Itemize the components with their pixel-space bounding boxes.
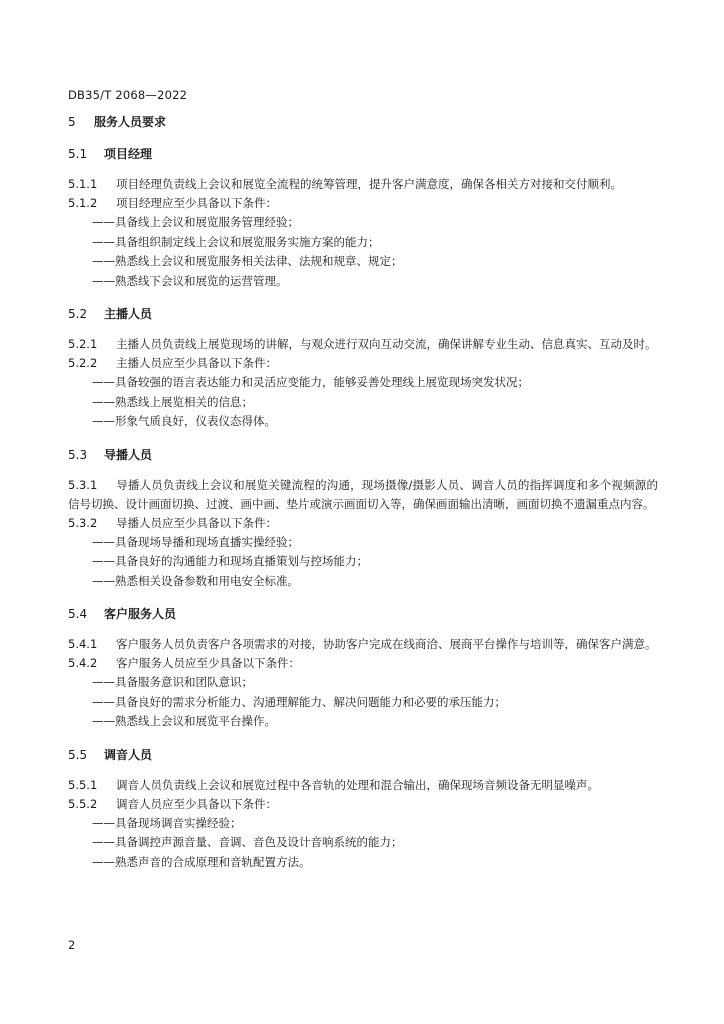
list-item: ——具备调控声源音量、音调、音色及设计音响系统的能力； <box>92 835 403 849</box>
list-item: ——具备组织制定线上会议和展览服务实施方案的能力； <box>92 234 380 249</box>
clause-number: 5.4.2 <box>68 656 98 670</box>
clause-number: 5.2.1 <box>68 337 98 351</box>
subsection-number: 5.2 <box>68 307 88 321</box>
subsection-title: 客户服务人员 <box>104 607 177 621</box>
clause-5-5-1 <box>68 776 658 795</box>
clause-number: 5.5.2 <box>68 796 98 811</box>
list-item: ——具备良好的沟通能力和现场直播策划与控场能力； <box>92 554 368 568</box>
list-item: ——具备线上会议和展览服务管理经验； <box>92 215 299 229</box>
clause-5-4-2 <box>68 654 658 673</box>
clause-5-3-2 <box>68 514 658 533</box>
document-body <box>68 113 658 872</box>
clause-number: 5.1.1 <box>68 177 98 191</box>
page-number: 2 <box>68 938 76 952</box>
section-5-heading <box>68 113 658 131</box>
clause-5-4-1 <box>68 635 658 654</box>
list-item: ——熟悉线下会议和展览的运营管理。 <box>92 273 288 288</box>
section-title: 服务人员要求 <box>94 115 167 129</box>
subsection-number: 5.1 <box>68 147 88 161</box>
list-item: ——具备良好的需求分析能力、沟通理解能力、解决问题能力和必要的承压能力； <box>92 694 506 709</box>
list-item: ——具备现场调音实操经验； <box>92 815 242 830</box>
subsection-title: 导播人员 <box>104 447 153 462</box>
subsection-title: 项目经理 <box>104 147 153 161</box>
clause-number: 5.5.1 <box>68 777 98 792</box>
clause-text: 项目经理应至少具备以下条件： <box>116 196 277 210</box>
subsection-number: 5.5 <box>68 747 88 762</box>
clause-text: 导播人员应至少具备以下条件： <box>116 515 277 530</box>
list-item: ——具备较强的语言表达能力和灵活应变能力，能够妥善处理线上展览现场突发状况； <box>92 375 529 389</box>
subsection-5-3-heading <box>68 446 658 464</box>
subsection-5-1-heading <box>68 145 658 163</box>
list-item: ——熟悉相关设备参数和用电安全标准。 <box>92 573 299 588</box>
clause-number: 5.4.1 <box>68 637 98 651</box>
clause-number: 5.3.1 <box>68 477 98 492</box>
document-code: DB35/T 2068—2022 <box>68 88 188 102</box>
clause-5-2-2 <box>68 354 658 373</box>
clause-text: 主播人员负责线上展览现场的讲解，与观众进行双向互动交流，确保讲解专业生动、信息真实、互动及时。 <box>116 337 657 351</box>
clause-5-3-1 <box>68 476 658 514</box>
clause-number: 5.3.2 <box>68 515 98 530</box>
subsection-5-4-heading <box>68 605 658 623</box>
clause-text: 主播人员应至少具备以下条件： <box>116 356 277 370</box>
clause-text: 项目经理负责线上会议和展览全流程的统筹管理，提升客户满意度，确保各相关方对接和交付顺利。 <box>116 177 622 191</box>
subsection-title: 调音人员 <box>104 747 153 762</box>
clause-5-5-2 <box>68 795 658 814</box>
clause-number: 5.1.2 <box>68 196 98 210</box>
list-item: ——具备现场导播和现场直播实操经验； <box>92 534 299 549</box>
list-item: ——熟悉线上展览相关的信息； <box>92 394 253 409</box>
clause-text: 客户服务人员应至少具备以下条件： <box>116 656 300 670</box>
list-item: ——熟悉线上会议和展览服务相关法律、法规和规章、规定； <box>92 254 403 268</box>
clause-text: 调音人员负责线上会议和展览过程中各音轨的处理和混合输出，确保现场音频设备无明显噪声。 <box>116 777 599 792</box>
subsection-title: 主播人员 <box>104 307 153 321</box>
subsection-5-2-heading <box>68 305 658 323</box>
list-item: ——具备服务意识和团队意识； <box>92 675 253 689</box>
clause-5-1-2 <box>68 194 658 213</box>
list-item: ——熟悉声音的合成原理和音轨配置方法。 <box>92 854 311 869</box>
section-number: 5 <box>68 115 76 129</box>
clause-5-2-1 <box>68 335 658 354</box>
subsection-5-5-heading <box>68 746 658 764</box>
clause-text: 客户服务人员负责客户各项需求的对接，协助客户完成在线商洽、展商平台操作与培训等，确保客户满意。 <box>116 637 657 651</box>
list-item: ——熟悉线上会议和展览平台操作。 <box>92 714 276 728</box>
clause-5-1-1 <box>68 175 658 194</box>
clause-text: 调音人员应至少具备以下条件： <box>116 796 277 811</box>
subsection-number: 5.3 <box>68 447 88 462</box>
subsection-number: 5.4 <box>68 607 88 621</box>
clause-number: 5.2.2 <box>68 356 98 370</box>
clause-text: 导播人员负责线上会议和展览关键流程的沟通，现场摄像/摄影人员、调音人员的指挥调度和多个视频源的信号切换、设计画面切换、过渡、画中画、垫片或演示画面切入等，确保画面输出清晰，画面切换不遗漏重点内容。 <box>68 477 658 511</box>
list-item: ——形象气质良好，仪表仪态得体。 <box>92 414 276 428</box>
